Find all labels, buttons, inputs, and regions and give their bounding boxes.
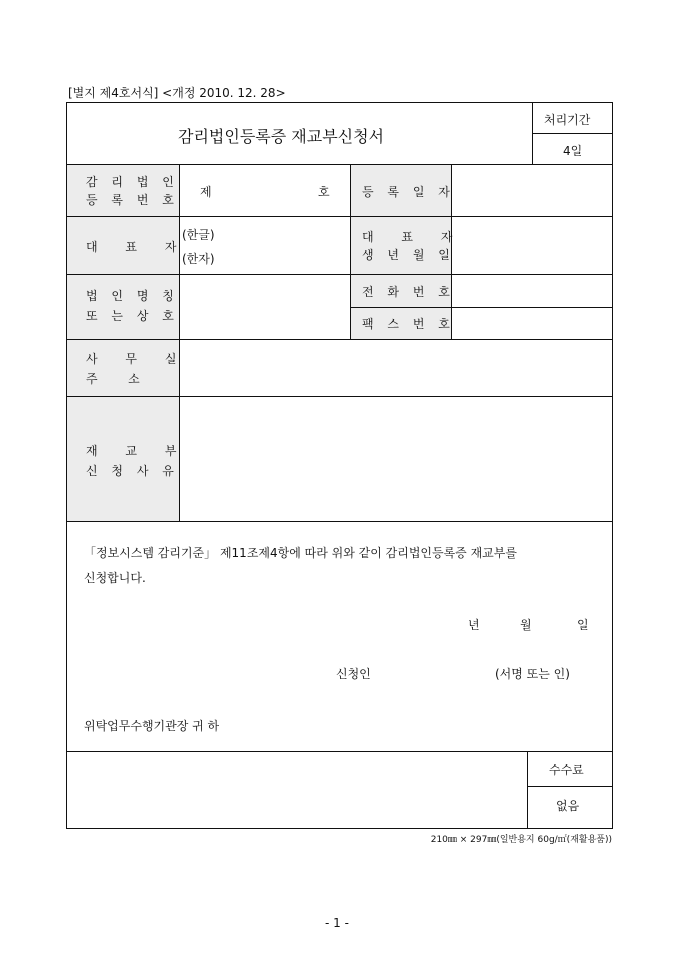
date-day: 일: [577, 618, 589, 632]
grid-line: [350, 164, 351, 339]
form-header: [별지 제4호서식] <개정 2010. 12. 28>: [68, 86, 286, 100]
representative-hangul: (한글): [182, 228, 215, 242]
signature-label: (서명 또는 인): [495, 667, 570, 681]
registration-date-label: 등 록 일 자: [362, 185, 455, 199]
grid-line: [66, 396, 613, 397]
registration-number-suffix: 호: [318, 185, 330, 199]
registration-number-prefix: 제: [200, 185, 212, 199]
grid-line: [532, 102, 533, 164]
office-address-label-2: 주 소: [86, 372, 140, 386]
processing-period-label: 처리기간: [544, 113, 591, 127]
applicant-label: 신청인: [336, 667, 371, 681]
reissue-reason-label: 재 교 부: [86, 444, 189, 458]
phone-label: 전 화 번 호: [362, 285, 455, 299]
fee-value: 없음: [556, 799, 580, 813]
grid-line: [66, 751, 613, 752]
grid-line: [66, 164, 613, 165]
date-month: 월: [520, 618, 532, 632]
corp-name-label-2: 또 는 상 호: [86, 309, 179, 323]
label-cell-office: [67, 340, 179, 396]
representative-label: 대 표 자: [86, 240, 189, 254]
grid-line: [179, 164, 180, 521]
grid-line: [532, 133, 613, 134]
grid-line: [527, 751, 528, 829]
representative-dob-label-2: 생 년 월 일: [362, 248, 455, 262]
reissue-reason-label-2: 신 청 사 유: [86, 464, 179, 478]
registration-number-label: 감 리 법 인: [86, 175, 179, 189]
grid-line: [66, 339, 613, 340]
processing-period-value: 4일: [563, 144, 583, 158]
office-address-label: 사 무 실: [86, 352, 189, 366]
label-cell-reason: [67, 397, 179, 521]
statement-line-2: 신청합니다.: [84, 571, 146, 585]
fax-label: 팩 스 번 호: [362, 317, 455, 331]
grid-line: [66, 274, 613, 275]
fee-label: 수수료: [549, 763, 584, 777]
representative-dob-label: 대 표 자: [362, 230, 465, 244]
statement-line-1: 「정보시스템 감리기준」 제11조제4항에 따라 위와 같이 감리법인등록증 재교부를: [84, 546, 517, 560]
form-title: 감리법인등록증 재교부신청서: [178, 127, 385, 146]
corp-name-label: 법 인 명 칭: [86, 289, 179, 303]
grid-line: [350, 307, 613, 308]
page-number: - 1 -: [325, 916, 349, 930]
grid-line: [66, 521, 613, 522]
date-year: 년: [468, 618, 480, 632]
registration-number-label-2: 등 록 번 호: [86, 193, 179, 207]
grid-line: [527, 786, 613, 787]
paper-spec: 210㎜ × 297㎜(일반용지 60g/㎡(재활용품)): [430, 835, 612, 845]
grid-line: [66, 216, 613, 217]
representative-hanja: (한자): [182, 252, 215, 266]
recipient-label: 위탁업무수행기관장 귀 하: [84, 719, 220, 733]
